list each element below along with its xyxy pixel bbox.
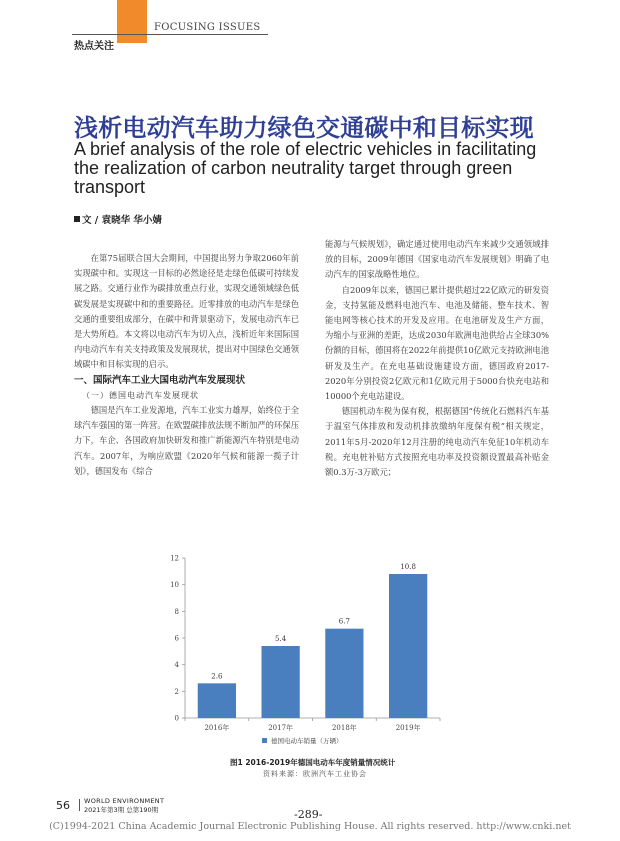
y-tick-label: 6	[174, 634, 179, 643]
article-title-en: A brief analysis of the role of electric vehicles in facilitating the realization of carbon neutrality target through green transport	[74, 139, 537, 197]
y-tick-label: 10	[170, 581, 179, 590]
y-tick-label: 8	[174, 607, 179, 616]
y-tick-label: 12	[170, 554, 179, 563]
journal-issue: 2021年第3期 总第190期	[84, 806, 159, 814]
authors-line	[74, 212, 162, 226]
center-page-number: -289-	[294, 808, 323, 821]
sales-bar-chart	[150, 548, 450, 758]
y-tick-label: 0	[174, 714, 179, 723]
paragraph: 在第75届联合国大会期间，中国提出努力争取2060年前实现碳中和。实现这一目标的必然途径是走绿色低碳可持续发展之路。交通行业作为碳排放重点行业，实现交通领域绿色低碳发展是实现碳中和的重要路径。近零排放的电动汽车是绿色交通的重要组成部分，在碳中和背景驱动下，发展电动汽车已是大势所趋。本文将以电动汽车为切入点，浅析近年来国际国内电动汽车有关支持政策及发展现状，提出对中国绿色交通领域碳中和目标实现的启示。	[74, 253, 299, 370]
bullet-square-icon	[74, 216, 80, 222]
section-label-en: FOCUSING ISSUES	[154, 22, 261, 33]
paragraph: 能源与气候规划》，确定通过使用电动汽车来减少交通领域排放的目标，2009年德国《国家电动汽车发展规划》明确了电动汽车的国家战略性地位。	[325, 239, 549, 280]
bar-value-label: 10.8	[400, 563, 416, 571]
article-title-cn: 浅析电动汽车助力绿色交通碳中和目标实现	[74, 114, 534, 142]
left-column	[74, 251, 299, 479]
bar-value-label: 5.4	[275, 635, 287, 643]
copyright-notice: (C)1994-2021 China Academic Journal Electronic Publishing House. All rights reserved. http://www.cnki.net	[49, 821, 571, 832]
x-tick-label: 2017年	[268, 724, 294, 732]
header-divider	[72, 34, 268, 35]
right-column	[325, 237, 549, 480]
legend-label: 德国电动车销量（万辆）	[271, 737, 343, 745]
paragraph: 德国机动车税为保有税，根据德国“传统化石燃料汽车基于温室气体排放和发动机排放缴纳年度保有税”相关规定，2011年5月-2020年12月注册的纯电动汽车免征10年机动车税。充电桩补贴方式按照充电功率及投资额设置最高补贴金额0.3万-3万欧元；	[325, 406, 549, 478]
bar	[389, 574, 427, 718]
page-number: 56	[56, 799, 70, 812]
y-tick-label: 4	[174, 661, 179, 670]
bar	[262, 646, 300, 718]
section-heading: 一、国际汽车工业大国电动汽车发展现状	[74, 374, 246, 386]
bar	[198, 683, 236, 718]
figure-source: 资料来源：欧洲汽车工业协会	[263, 770, 367, 778]
y-tick-label: 2	[174, 687, 179, 696]
journal-name: WORLD ENVIRONMENT	[84, 797, 165, 805]
authors-text: 文 / 袁晓华 华小婧	[82, 215, 162, 226]
subsection-heading: （一）德国电动汽车发展现状	[82, 390, 199, 400]
bar	[325, 629, 363, 718]
paragraph: 自2009年以来，德国已累计提供超过22亿欧元的研发资金，支持氢能及燃料电池汽车、电池及储能、整车技术、智能电网等核心技术的开发及应用。在电池研发及生产方面，为缩小与亚洲的差距，达成2030年欧洲电池供给占全球30%份额的目标，德国将在2022年前提供10亿欧元支持欧洲电池研发及生产。在充电基础设施建设方面，德国政府2017-2020年分别投资2亿欧元和1亿欧元用于5000台快充电站和10000个充电站建设。	[325, 284, 549, 402]
footer-divider	[79, 799, 80, 811]
x-tick-label: 2019年	[395, 724, 421, 732]
bar-value-label: 2.6	[211, 672, 223, 681]
paragraph: 德国是汽车工业发源地，汽车工业实力雄厚，始终位于全球汽车强国的第一阵营。在欧盟碳排放法规不断加严的环保压力下，车企、各国政府加快研发和推广新能源汽车特别是电动汽车。2007年，为响应欧盟《2020年气候和能源一揽子计划》，德国发布《综合	[74, 405, 299, 476]
section-accent-block	[117, 0, 147, 43]
figure-caption: 图1 2016-2019年德国电动车年度销量情况统计	[230, 758, 396, 767]
bar-value-label: 6.7	[338, 617, 350, 626]
section-label-cn: 热点关注	[74, 41, 114, 52]
x-tick-label: 2018年	[331, 724, 357, 732]
x-tick-label: 2016年	[204, 724, 230, 732]
legend-swatch	[262, 738, 267, 743]
